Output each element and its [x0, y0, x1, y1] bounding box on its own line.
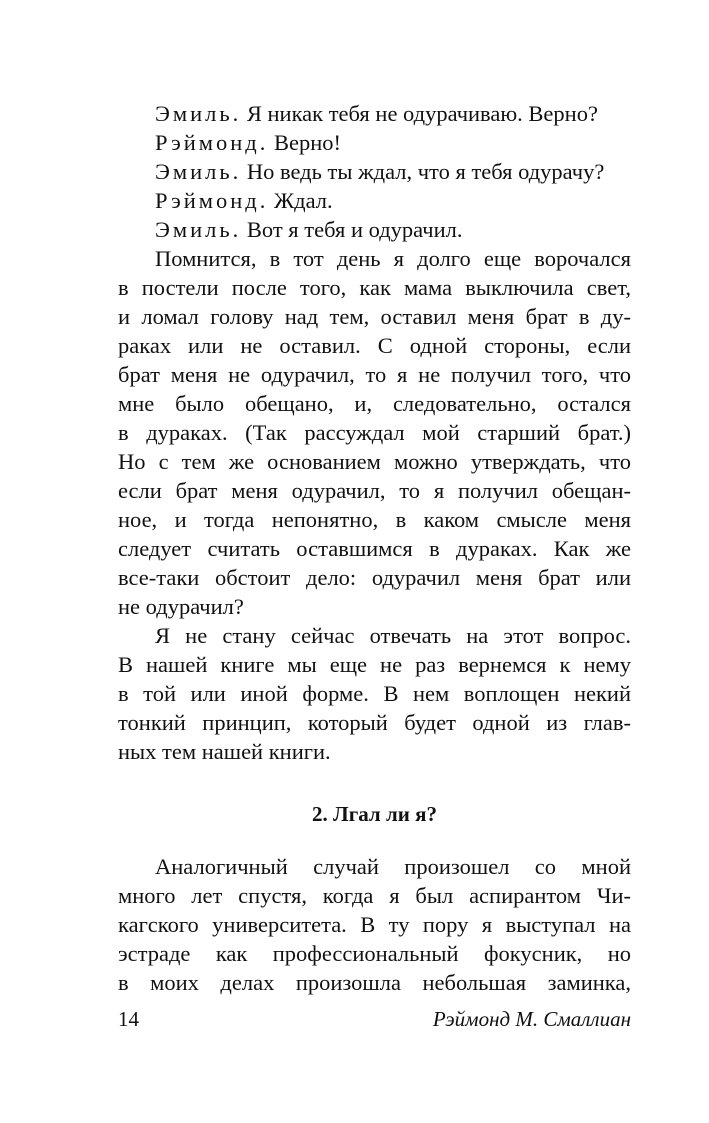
speaker-name: Эмиль.	[155, 159, 242, 184]
text-line: мне было обещано, и, следовательно, остался	[118, 391, 631, 416]
dialogue-line	[118, 100, 631, 128]
speaker-name: Рэймонд.	[155, 188, 269, 213]
text-line: в постели после того, как мама выключила свет,	[118, 275, 631, 300]
text-line: кагского университета. В ту пору я выступал на	[118, 912, 631, 937]
text-line: много лет спустя, когда я был аспирантом Чи-	[118, 883, 631, 908]
text-line: брат меня не одурачил, то я не получил того, что	[118, 362, 631, 387]
section-heading: 2. Лгал ли я?	[312, 802, 437, 826]
text-line: Помнится, в тот день я долго еще ворочался	[155, 246, 631, 271]
dialogue-text: Вот я тебя и одурачил.	[241, 217, 463, 242]
text-line: если брат меня одурачил, то я получил обещан-	[118, 478, 631, 503]
dialogue-text: Я никак тебя не одурачиваю. Верно?	[241, 101, 598, 126]
running-head: Рэймонд М. Смаллиан	[432, 1007, 631, 1031]
page-number: 14	[118, 1007, 139, 1031]
speaker-name: Рэймонд.	[155, 130, 269, 155]
dialogue-text: Но ведь ты ждал, что я тебя одурачу?	[241, 159, 605, 184]
dialogue-line	[118, 129, 631, 157]
text-line: тонкий принцип, который будет одной из глав-	[118, 710, 631, 735]
dialogue-line	[118, 158, 631, 186]
text-line: ное, и тогда непонятно, в каком смысле меня	[118, 507, 631, 532]
dialogue-line	[118, 187, 631, 215]
text-line: эстраде как профессиональный фокусник, но	[118, 941, 631, 966]
text-line: в той или иной форме. В нем воплощен некий	[118, 681, 631, 706]
text-line: раках или не оставил. С одной стороны, если	[118, 333, 631, 358]
text-line: все-таки обстоит дело: одурачил меня брат или	[118, 565, 631, 590]
text-line: следует считать оставшимся в дураках. Как же	[118, 536, 631, 561]
text-line: в моих делах произошла небольшая заминка,	[118, 970, 631, 995]
text-line: Аналогичный случай произошел со мной	[155, 854, 631, 879]
text-line: Я не стану сейчас отвечать на этот вопрос.	[155, 623, 631, 648]
dialogue-text: Верно!	[268, 130, 342, 155]
text-line: ных тем нашей книги.	[118, 739, 331, 764]
dialogue-line	[118, 216, 631, 244]
dialogue-text: Ждал.	[268, 188, 333, 213]
text-line: В нашей книге мы еще не раз вернемся к нему	[118, 652, 631, 677]
text-line: не одурачил?	[118, 594, 244, 619]
text-line: Но с тем же основанием можно утверждать, что	[118, 449, 631, 474]
speaker-name: Эмиль.	[155, 217, 242, 242]
speaker-name: Эмиль.	[155, 101, 242, 126]
text-line: и ломал голову над тем, оставил меня брат в ду-	[118, 304, 631, 329]
text-line: в дураках. (Так рассуждал мой старший брат.)	[118, 420, 631, 445]
